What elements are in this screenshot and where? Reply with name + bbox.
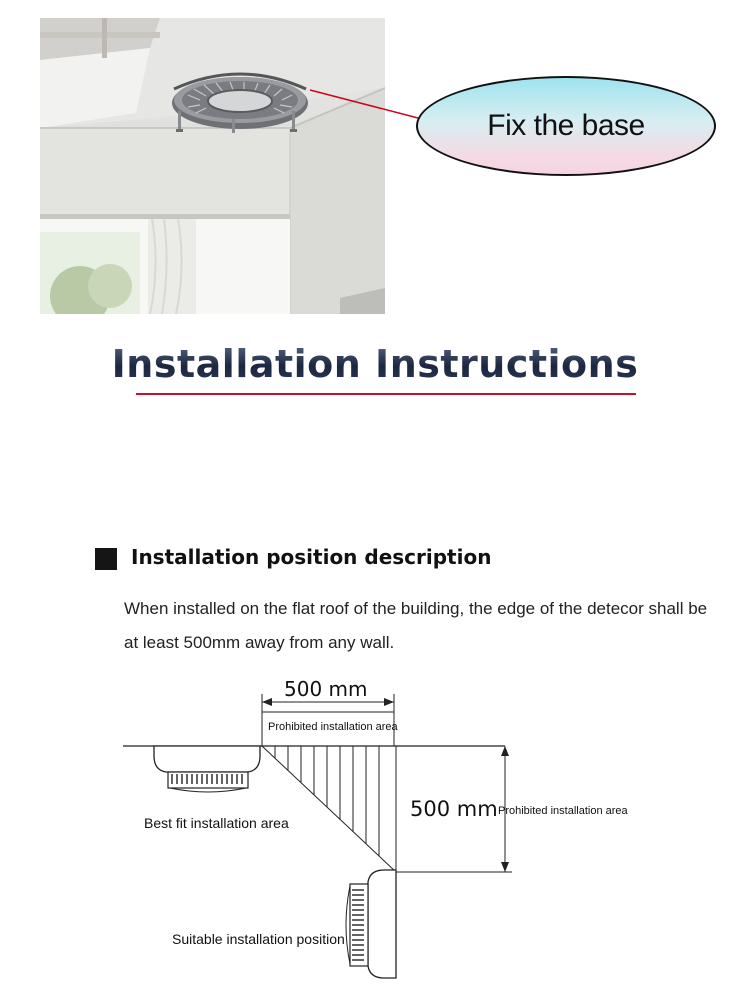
callout-text: Fix the base: [487, 109, 645, 142]
top-prohibited-label: Prohibited installation area: [268, 721, 398, 733]
top-distance-label: 500 mm: [284, 677, 368, 701]
diagram-drawing: [0, 660, 750, 989]
side-distance-label: 500 mm: [410, 797, 498, 821]
wall-detector: [346, 870, 396, 978]
ceiling-detector: [154, 746, 260, 792]
side-prohibited-label: Prohibited installation area: [498, 805, 628, 817]
fix-the-base-callout: [416, 76, 716, 176]
installation-position-diagram: [0, 660, 750, 989]
section-description: When installed on the flat roof of the building, the edge of the detecor shall be at least 500mm away from any wall.: [124, 599, 708, 652]
page-title: Installation Instructions: [0, 342, 750, 386]
section-heading: Installation position description: [131, 545, 492, 569]
prohibited-hatch: [262, 746, 396, 872]
section-bullet-square: [95, 548, 117, 570]
suitable-position-label: Suitable installation position: [172, 931, 345, 947]
best-fit-label: Best fit installation area: [144, 815, 289, 831]
title-underline: [136, 393, 636, 395]
